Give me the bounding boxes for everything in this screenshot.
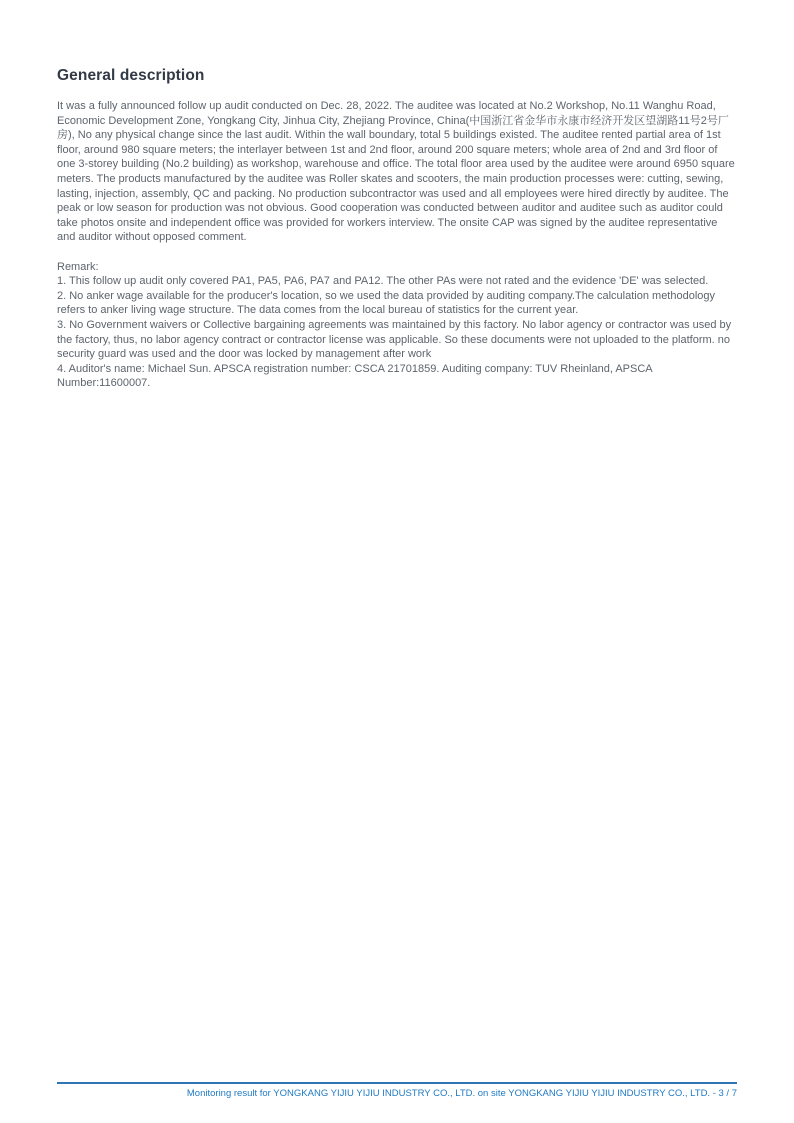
page-title: General description [57,67,205,84]
general-description-paragraph: It was a fully announced follow up audit conducted on Dec. 28, 2022. The auditee was located at No.2 Workshop, No.11 Wanghu Road, Economic Development Zone, Yongkang City, Jinhua City, Zhejiang Province, China(中国浙江省金华市永康市经济开发区望湖路11号2号厂房), No any physical change since the last audit. Within the wall boundary, total 5 buildings existed. The auditee rented partial area of 1st floor, around 980 square meters; the interlayer between 1st and 2nd floor, around 200 square meters; whole area of 2nd and 3rd floor of one 3-storey building (No.2 building) as workshop, warehouse and office. The total floor area used by the auditee were around 6950 square meters. The products manufactured by the auditee was Roller skates and scooters, the main production processes were: cutting, sewing, lasting, injection, assembly, QC and packing. No production subcontractor was used and all employees were hired directly by auditee. The peak or low season for production was not obvious. Good cooperation was conducted between auditor and auditee such as auditor could take photos onsite and independent office was provided for workers interview. The onsite CAP was signed by the auditee representative and auditor without opposed comment. [57,100,735,244]
remark-item: 3. No Government waivers or Collective bargaining agreements was maintained by this factory. No labor agency or contractor was used by the factory, thus, no labor agency contract or contractor license was applicable. So these documents were not uploaded to the platform. no security guard was used and the door was locked by management after work [57,318,732,361]
remark-section [57,260,737,391]
page-content [57,66,737,391]
remark-item: 1. This follow up audit only covered PA1, PA5, PA6, PA7 and PA12. The other PAs were not rated and the evidence 'DE' was selected. [57,275,709,288]
footer-text: Monitoring result for YONGKANG YIJIU YIJIU INDUSTRY CO., LTD. on site YONGKANG YIJIU YIJIU INDUSTRY CO., LTD. - 3 / 7 [186,1088,737,1099]
footer-divider [57,1082,737,1084]
remark-item: 4. Auditor's name: Michael Sun. APSCA registration number: CSCA 21701859. Auditing company: TUV Rheinland, APSCA Number:11600007. [57,362,653,390]
remark-label: Remark: [57,260,99,273]
remark-item: 2. No anker wage available for the producer's location, so we used the data provided by auditing company.The calculation methodology refers to anker living wage structure. The data comes from the local bureau of statistics for the current year. [57,289,716,317]
page-footer [57,1082,737,1100]
